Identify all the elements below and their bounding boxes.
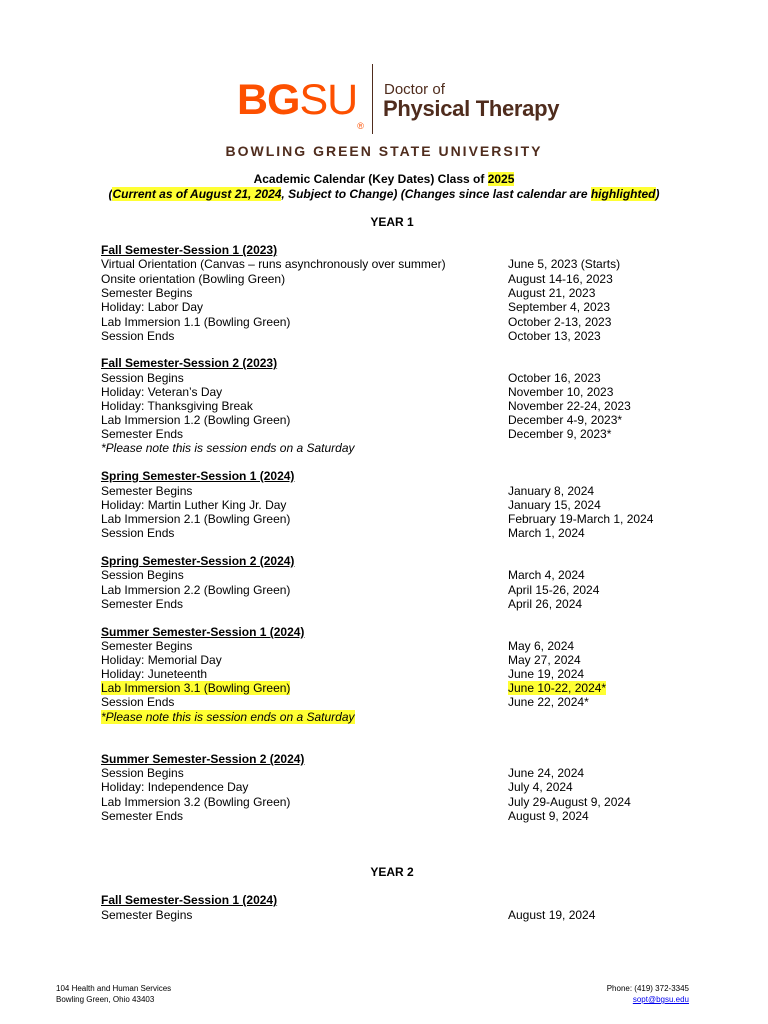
subtitle-close: ): [655, 187, 660, 201]
footer-contact: [607, 983, 689, 1005]
row-label: Holiday: Labor Day: [101, 300, 204, 314]
row-date: March 1, 2024: [508, 526, 585, 540]
row-label: Holiday: Thanksgiving Break: [101, 399, 253, 413]
row-date: June 24, 2024: [508, 766, 585, 780]
row-label: Lab Immersion 1.1 (Bowling Green): [101, 315, 291, 329]
row-date: February 19-March 1, 2024: [508, 512, 654, 526]
footer-email-link[interactable]: sopt@bgsu.edu: [632, 995, 689, 1004]
calendar-row: [0, 329, 768, 343]
calendar-row: [0, 639, 768, 653]
row-label: Semester Ends: [101, 597, 184, 611]
logo-divider: [372, 64, 373, 134]
subtitle-open: (: [108, 187, 113, 201]
calendar-row: [0, 526, 768, 540]
calendar-row: [0, 766, 768, 780]
row-label: Semester Begins: [101, 484, 193, 498]
row-date: July 4, 2024: [508, 780, 573, 794]
row-date: October 13, 2023: [508, 329, 601, 343]
logo-program-name: Physical Therapy: [383, 96, 560, 121]
row-label: Session Begins: [101, 371, 184, 385]
row-label: Holiday: Martin Luther King Jr. Day: [101, 498, 287, 512]
row-label: Lab Immersion 3.1 (Bowling Green): [101, 681, 291, 695]
document-title: [0, 172, 768, 186]
row-label: Lab Immersion 2.2 (Bowling Green): [101, 583, 291, 597]
row-date: May 6, 2024: [508, 639, 575, 653]
row-date: June 19, 2024: [508, 667, 585, 681]
row-date: December 4-9, 2023*: [508, 413, 623, 427]
row-label: Lab Immersion 3.2 (Bowling Green): [101, 795, 291, 809]
footer-address-line2: Bowling Green, Ohio 43403: [56, 995, 155, 1004]
calendar-row: [0, 300, 768, 314]
row-label: Session Ends: [101, 695, 175, 709]
calendar-row: [0, 484, 768, 498]
calendar-row: [0, 653, 768, 667]
bgsu-logo: BGSU®: [237, 76, 363, 131]
row-date: January 15, 2024: [508, 498, 601, 512]
calendar-row: [0, 795, 768, 809]
row-date: April 15-26, 2024: [508, 583, 600, 597]
section-heading: Fall Semester-Session 1 (2024): [101, 893, 278, 907]
calendar-row: [0, 681, 768, 695]
row-label: Lab Immersion 2.1 (Bowling Green): [101, 512, 291, 526]
highlighted-word: highlighted: [590, 187, 656, 201]
row-date: July 29-August 9, 2024: [508, 795, 631, 809]
calendar-row: [0, 512, 768, 526]
row-date: November 10, 2023: [508, 385, 614, 399]
calendar-row: [0, 667, 768, 681]
calendar-row: [0, 695, 768, 709]
calendar-row: [0, 272, 768, 286]
footer-phone: Phone: (419) 372-3345: [606, 984, 689, 993]
class-year: 2025: [487, 172, 515, 186]
row-date: March 4, 2024: [508, 568, 585, 582]
university-name: BOWLING GREEN STATE UNIVERSITY: [225, 143, 543, 159]
row-label: Holiday: Veteran’s Day: [101, 385, 223, 399]
year-2-heading: YEAR 2: [370, 865, 414, 879]
year-1-heading: YEAR 1: [370, 215, 414, 229]
calendar-row: [0, 399, 768, 413]
section-heading: Spring Semester-Session 1 (2024): [101, 469, 295, 483]
section-heading: Fall Semester-Session 1 (2023): [101, 243, 278, 257]
calendar-row: [0, 498, 768, 512]
row-label: Semester Begins: [101, 639, 193, 653]
calendar-row: [0, 809, 768, 823]
calendar-row: [0, 315, 768, 329]
row-label: Session Ends: [101, 329, 175, 343]
row-date: October 16, 2023: [508, 371, 601, 385]
calendar-row: [0, 385, 768, 399]
row-label: Semester Begins: [101, 908, 193, 922]
calendar-row: [0, 371, 768, 385]
row-label: Holiday: Independence Day: [101, 780, 249, 794]
current-as-of: Current as of August 21, 2024: [112, 187, 282, 201]
row-date: August 21, 2023: [508, 286, 596, 300]
row-date: June 5, 2023 (Starts): [508, 257, 621, 271]
calendar-row: [0, 597, 768, 611]
calendar-row: [0, 413, 768, 427]
row-label: Holiday: Memorial Day: [101, 653, 222, 667]
row-date: May 27, 2024: [508, 653, 581, 667]
row-label: Onsite orientation (Bowling Green): [101, 272, 286, 286]
calendar-row: [0, 286, 768, 300]
section-heading: Summer Semester-Session 1 (2024): [101, 625, 305, 639]
row-label: Semester Ends: [101, 427, 184, 441]
row-label: Semester Ends: [101, 809, 184, 823]
row-label: Session Ends: [101, 526, 175, 540]
document-subtitle: [0, 187, 768, 201]
calendar-row: [0, 583, 768, 597]
row-date: November 22-24, 2023: [508, 399, 631, 413]
calendar-row: [0, 908, 768, 922]
row-date: August 9, 2024: [508, 809, 589, 823]
row-label: Holiday: Juneteenth: [101, 667, 208, 681]
calendar-row: [0, 427, 768, 441]
row-date: April 26, 2024: [508, 597, 583, 611]
logo-doctor-of: Doctor of: [384, 81, 445, 98]
row-date: October 2-13, 2023: [508, 315, 612, 329]
row-label: Session Begins: [101, 568, 184, 582]
row-label: Session Begins: [101, 766, 184, 780]
section-heading: Summer Semester-Session 2 (2024): [101, 752, 305, 766]
calendar-row: [0, 780, 768, 794]
calendar-row: [0, 257, 768, 271]
title-prefix: Academic Calendar (Key Dates) Class of: [253, 172, 488, 186]
footer-address-line1: 104 Health and Human Services: [56, 984, 172, 993]
row-date: June 10-22, 2024*: [508, 681, 607, 695]
row-label: Semester Begins: [101, 286, 193, 300]
row-date: June 22, 2024*: [508, 695, 589, 709]
row-date: September 4, 2023: [508, 300, 611, 314]
row-label: Lab Immersion 1.2 (Bowling Green): [101, 413, 291, 427]
saturday-note: *Please note this is session ends on a Saturday: [101, 441, 355, 455]
row-date: August 14-16, 2023: [508, 272, 613, 286]
section-heading: Spring Semester-Session 2 (2024): [101, 554, 295, 568]
subtitle-middle: , Subject to Change) (Changes since last calendar are: [281, 187, 591, 201]
saturday-note: *Please note this is session ends on a Saturday: [101, 710, 355, 724]
row-date: August 19, 2024: [508, 908, 596, 922]
row-date: December 9, 2023*: [508, 427, 612, 441]
row-date: January 8, 2024: [508, 484, 595, 498]
section-heading: Fall Semester-Session 2 (2023): [101, 356, 278, 370]
calendar-row: [0, 568, 768, 582]
row-label: Virtual Orientation (Canvas – runs asynchronously over summer): [101, 257, 446, 271]
footer-address: [56, 983, 171, 1005]
